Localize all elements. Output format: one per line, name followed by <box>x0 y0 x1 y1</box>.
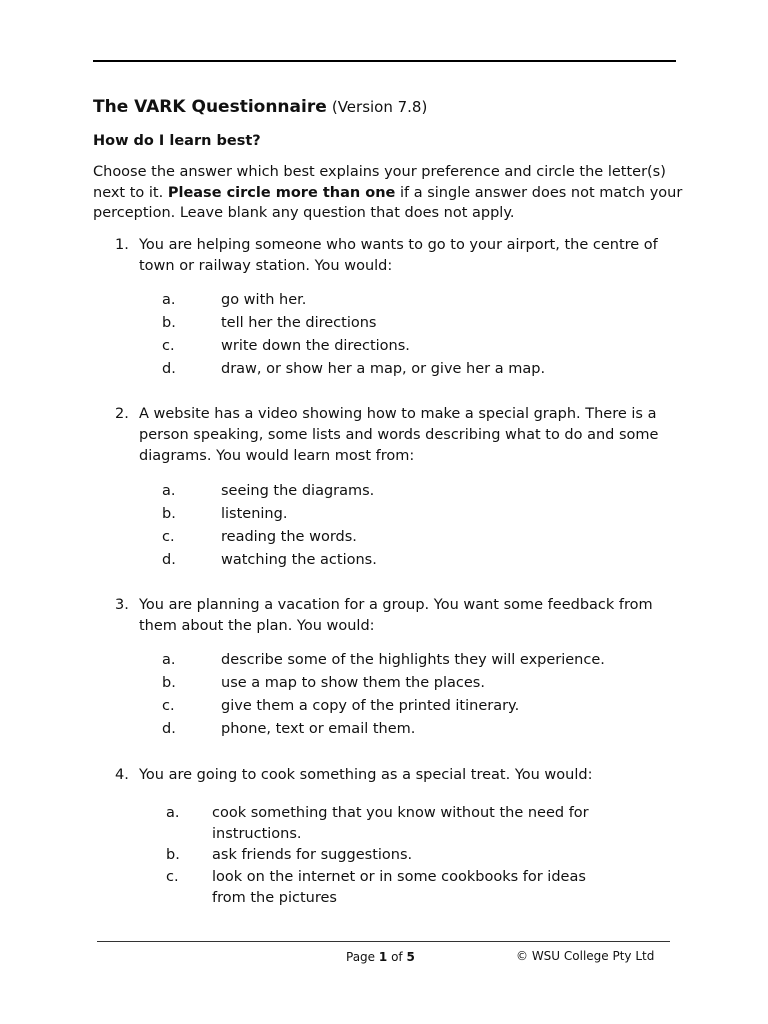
page-total: 5 <box>406 950 415 964</box>
option-4b[interactable] <box>166 845 596 866</box>
question-number: 4. <box>115 767 129 783</box>
intro-paragraph <box>93 162 683 224</box>
copyright: © WSU College Pty Ltd <box>516 949 655 963</box>
option-1b[interactable] <box>162 313 662 334</box>
question-text: A website has a video showing how to make a special graph. There is a person speaking, some lists and words describing what to do and some diagrams. You would learn most from: <box>139 406 659 464</box>
question-number: 1. <box>115 237 129 253</box>
option-3a[interactable] <box>162 650 662 671</box>
question-3 <box>115 595 675 637</box>
option-letter: b. <box>162 315 176 331</box>
page-of: of <box>391 950 403 964</box>
option-text: tell her the directions <box>221 315 377 331</box>
question-2 <box>115 404 675 467</box>
option-2d[interactable] <box>162 550 662 571</box>
document-title <box>93 96 427 118</box>
option-text: reading the words. <box>221 529 357 545</box>
option-3c[interactable] <box>162 696 662 717</box>
option-text: phone, text or email them. <box>221 721 416 737</box>
option-text: ask friends for suggestions. <box>212 847 413 863</box>
option-4c[interactable] <box>166 867 596 908</box>
option-letter: b. <box>166 847 180 863</box>
question-text: You are helping someone who wants to go to your airport, the centre of town or railway station. You would: <box>139 237 658 274</box>
question-number: 2. <box>115 406 129 422</box>
page-current: 1 <box>378 950 388 964</box>
subtitle: How do I learn best? <box>93 133 261 149</box>
option-letter: c. <box>162 698 175 714</box>
option-letter: a. <box>166 805 180 821</box>
option-1d[interactable] <box>162 359 662 380</box>
option-1a[interactable] <box>162 290 662 311</box>
footer-rule <box>97 941 670 942</box>
option-text: go with her. <box>221 292 307 308</box>
page-number <box>346 949 415 965</box>
option-2c[interactable] <box>162 527 662 548</box>
option-text: write down the directions. <box>221 338 410 354</box>
option-1c[interactable] <box>162 336 662 357</box>
option-3d[interactable] <box>162 719 662 740</box>
header-rule <box>93 60 676 62</box>
option-text: give them a copy of the printed itinerary. <box>221 698 520 714</box>
option-letter: d. <box>162 552 176 568</box>
page-label: Page <box>346 950 376 964</box>
question-1 <box>115 235 675 277</box>
option-letter: c. <box>166 869 179 885</box>
option-letter: b. <box>162 506 176 522</box>
question-text: You are going to cook something as a special treat. You would: <box>139 767 593 783</box>
option-letter: a. <box>162 652 176 668</box>
intro-emphasis: Please circle more than one <box>167 184 396 201</box>
title-main: The VARK Questionnaire <box>93 97 327 117</box>
option-2a[interactable] <box>162 481 662 502</box>
option-text: look on the internet or in some cookbooks for ideas from the pictures <box>212 869 586 906</box>
option-text: use a map to show them the places. <box>221 675 485 691</box>
option-letter: d. <box>162 361 176 377</box>
option-text: seeing the diagrams. <box>221 483 375 499</box>
option-letter: b. <box>162 675 176 691</box>
question-text: You are planning a vacation for a group. You want some feedback from them about the plan. You would: <box>139 597 653 634</box>
option-text: listening. <box>221 506 288 522</box>
option-text: draw, or show her a map, or give her a map. <box>221 361 546 377</box>
intro-part-2: if a single answer does not match your perception. Leave blank any question that does not apply. <box>93 184 683 221</box>
option-letter: a. <box>162 292 176 308</box>
option-text: cook something that you know without the need for instructions. <box>212 805 589 842</box>
option-letter: d. <box>162 721 176 737</box>
option-3b[interactable] <box>162 673 662 694</box>
option-letter: a. <box>162 483 176 499</box>
option-letter: c. <box>162 338 175 354</box>
question-number: 3. <box>115 597 129 613</box>
option-2b[interactable] <box>162 504 662 525</box>
option-4a[interactable] <box>166 803 596 844</box>
question-4 <box>115 765 675 786</box>
option-letter: c. <box>162 529 175 545</box>
intro-part-1: Choose the answer which best explains your preference and circle the letter(s) next to it. <box>93 164 666 201</box>
title-version: (Version 7.8) <box>331 98 428 116</box>
option-text: watching the actions. <box>221 552 377 568</box>
option-text: describe some of the highlights they will experience. <box>221 652 605 668</box>
